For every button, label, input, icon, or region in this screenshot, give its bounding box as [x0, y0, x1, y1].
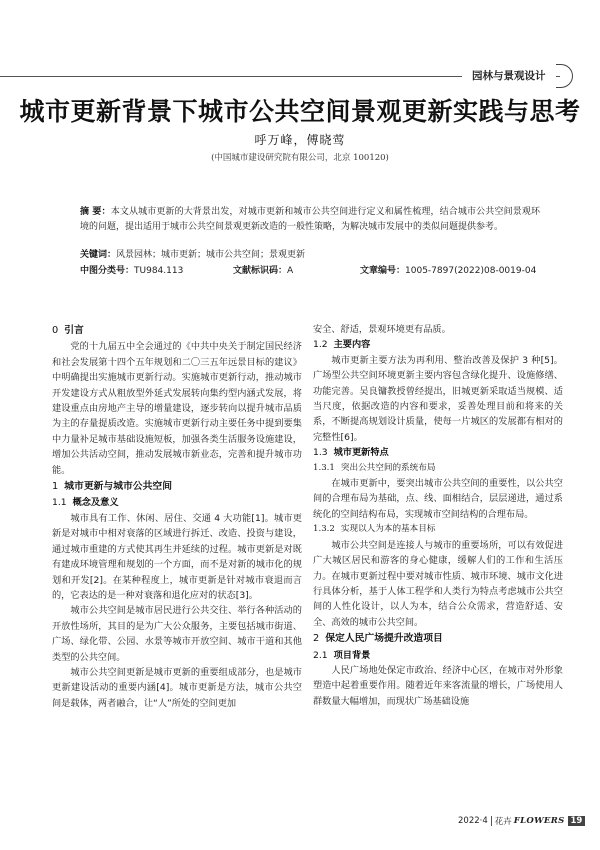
page-footer — [458, 815, 585, 827]
paragraph: 城市更新主要方法为再利用、整治改善及保护 3 种[5]。广场型公共空间环境更新主要内容包含绿化提升、设施修缮、功能完善。吴良镛教授曾经提出，旧城更新采取适当规模、适当尺度，依据改造的内容和要求，妥善处理目前和将来的关系，不断提高规划设计质量，使每一片城区的发展都有相对的完整性[6]。 — [313, 354, 563, 443]
heading-number: 2.1 — [313, 649, 328, 661]
section-heading — [52, 323, 302, 338]
section-heading — [313, 631, 563, 646]
heading-text: 概念及意义 — [72, 497, 119, 509]
article-number: 文章编号：1005-7897(2022)08-0019-04 — [360, 266, 537, 276]
heading-number: 1.3.1 — [313, 462, 335, 473]
header-curl-ornament — [556, 64, 573, 88]
heading-number: 1.2 — [313, 339, 328, 351]
paragraph: 人民广场地处保定市政治、经济中心区，在城市对外形象塑造中起着重要作用。随着近年来客流量的增长，广场使用人群数量大幅增加，而现状广场基础设施 — [313, 664, 563, 707]
body-right-column — [313, 322, 563, 709]
paragraph: 党的十九届五中全会通过的《中共中央关于制定国民经济和社会发展第十四个五年规划和二〇三五年远景目标的建议》中明确提出实施城市更新行动。实施城市更新行动，推动城市开发建设方式从粗放型外延式发展转向集约型内涵式发展，将建设重点由房地产主导的增量建设，逐步转向以提升城市品质为主的存量提质改造。实施城市更新行动主要任务中提到要集中力量补足城市基础设施短板，加强各类生活服务设施建设，增加公共活动空间，推动发展城市新业态，完善和提升城市功能。 — [52, 341, 302, 476]
subsection-heading — [313, 445, 563, 460]
footer-journal-en: FLOWERS — [513, 816, 565, 826]
heading-number: 2 — [313, 633, 320, 645]
heading-text: 城市更新与城市公共空间 — [64, 481, 172, 493]
heading-number: 1.3 — [313, 447, 328, 459]
paragraph: 城市公共空间是城市居民进行公共交往、举行各种活动的开放性场所，其目的是为广大公众服务，主要包括城市街道、广场、绿化带、公园、水景等城市开放空间、城市干道和其他类型的公共空间。 — [52, 605, 302, 663]
paragraph: 城市公共空间是连接人与城市的重要场所，可以有效促进广大城区居民和游客的身心健康，缓解人们的工作和生活压力。在城市更新过程中要对城市性质、城市环境、城市文化进行具体分析，基于人体工程学和人类行为特点考虑城市公共空间的人性化设计，以人为本，结合公众需求，营造舒适、安全、高效的城市公共空间。 — [313, 539, 563, 628]
abstract-label: 摘 要： — [80, 207, 111, 217]
body-left-column — [52, 322, 302, 711]
keywords-text: 风景园林；城市更新；城市公共空间；景观更新 — [116, 250, 306, 260]
footer-divider — [491, 816, 492, 826]
keywords-label: 关键词： — [80, 250, 117, 260]
keywords — [80, 248, 540, 263]
page-number: 19 — [568, 816, 586, 826]
heading-text: 突出公共空间的系统布局 — [340, 462, 436, 473]
document-code: 文献标识码：A — [233, 266, 294, 276]
article-authors: 呼万峰，傅晓莺 — [254, 133, 346, 147]
heading-text: 实现以人为本的基本目标 — [340, 524, 436, 535]
heading-text: 引言 — [64, 325, 84, 336]
paragraph: 在城市更新中，要突出城市公共空间的重要性，以公共空间的合理布局为基础，点、线、面相结合，层层递进，通过系统化的空间结构布局，实现城市空间结构的合理布局。 — [313, 478, 563, 520]
section-tag: 园林与景观设计 — [462, 68, 556, 84]
section-heading — [52, 479, 302, 494]
abstract — [80, 205, 540, 234]
footer-issue: 2022·4 — [458, 816, 488, 826]
subsection-heading — [52, 495, 302, 510]
abstract-text: 本文从城市更新的大背景出发，对城市更新和城市公共空间进行定义和属性梳理，结合城市公共空间景观环境的问题，提出适用于城市公共空间景观更新改造的一般性策略，为解决城市发展中的类似问题提供参考。 — [80, 207, 540, 232]
footer-journal-cn: 花卉 — [494, 817, 512, 827]
heading-number: 1.3.2 — [313, 524, 335, 535]
heading-text: 主要内容 — [333, 339, 371, 351]
subsubsection-heading — [313, 522, 563, 537]
heading-number: 1 — [52, 481, 59, 493]
heading-text: 城市更新特点 — [333, 447, 389, 459]
heading-number: 1.1 — [52, 497, 67, 509]
paragraph: 安全、舒适，景观环境更有品质。 — [313, 324, 451, 335]
subsection-heading — [313, 337, 563, 352]
heading-text: 保定人民广场提升改造项目 — [325, 633, 443, 645]
clc-number: 中图分类号：TU984.113 — [80, 266, 184, 276]
heading-text: 项目背景 — [333, 649, 371, 661]
heading-number: 0 — [52, 325, 59, 336]
subsection-heading — [313, 648, 563, 663]
paragraph: 城市具有工作、休闲、居住、交通 4 大功能[1]。城市更新是对城市中相对衰落的区域进行拆迁、改造、投资与建设，通过城市重建的方式使其再生并延续的过程。城市更新是对既有建成环境管理和规划的一个方面，而不是对新的城市化的规划和开发[2]。在某种程度上，城市更新是针对城市衰退而言的，它表达的是一种对衰落和退化应对的状态[3]。 — [52, 512, 302, 601]
article-title: 城市更新背景下城市公共空间景观更新实践与思考 — [19, 97, 581, 126]
paragraph: 城市公共空间更新是城市更新的重要组成部分，也是城市更新建设活动的重要内涵[4]。城市更新是方法，城市公共空间是载体，两者融合，让“人”所处的空间更加 — [52, 666, 302, 709]
article-affiliation: (中国城市建设研究院有限公司，北京 100120) — [211, 153, 389, 163]
subsubsection-heading — [313, 461, 563, 476]
